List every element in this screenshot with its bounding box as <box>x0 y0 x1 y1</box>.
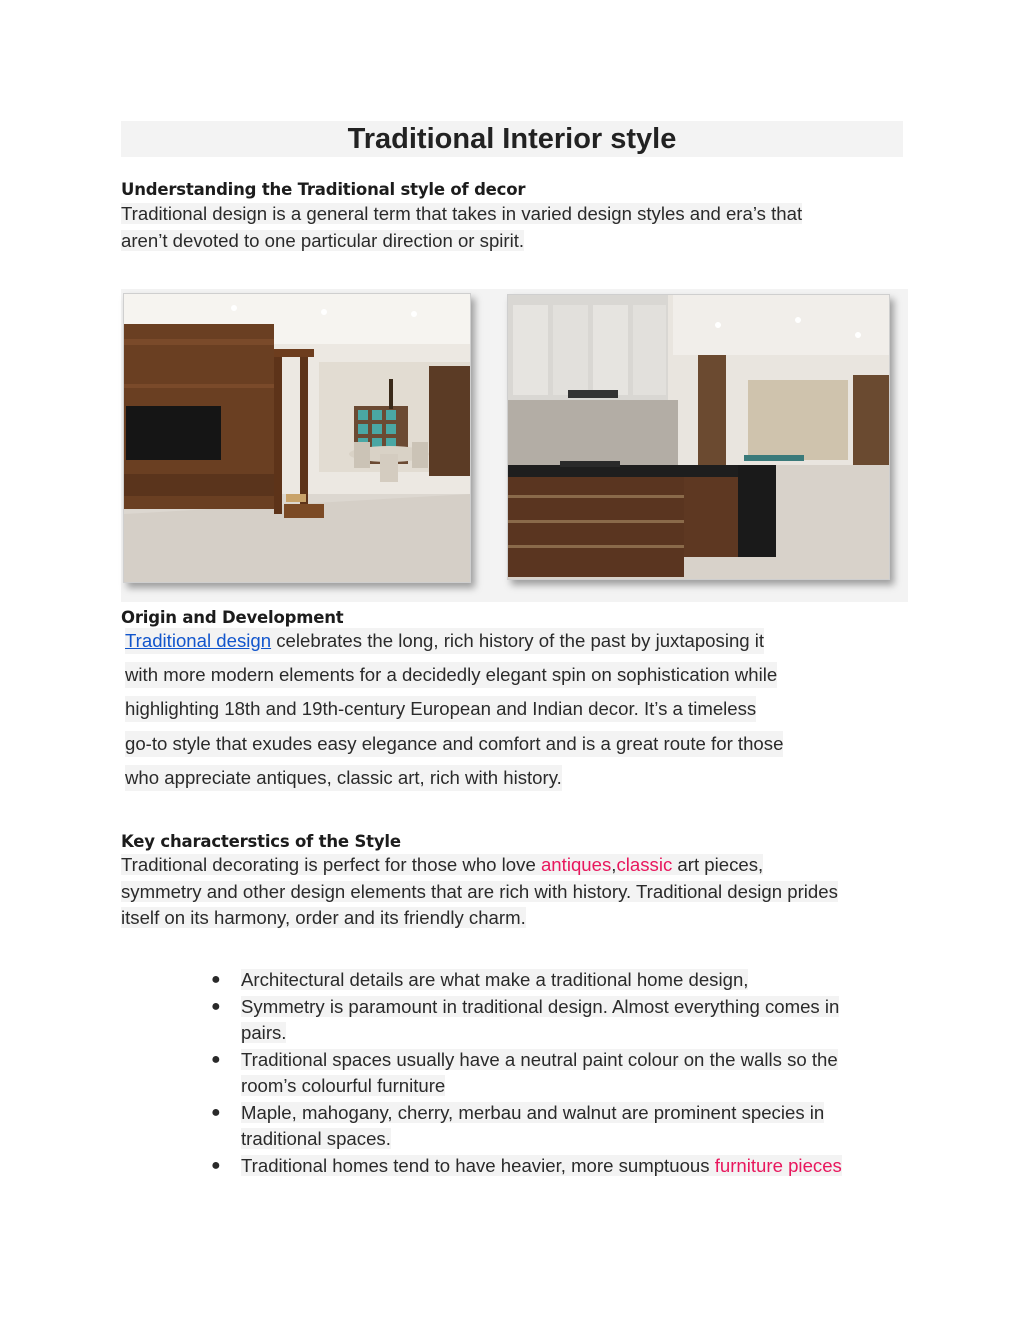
bullet-text: room’s colourful furniture <box>241 1075 446 1096</box>
text-line: aren’t devoted to one particular direction or spirit. <box>121 229 525 251</box>
title-bar <box>121 121 903 157</box>
bullet-icon: ● <box>211 1156 221 1174</box>
bullet-text: traditional spaces. <box>241 1128 391 1149</box>
text-line: symmetry and other design elements that are rich with history. Traditional design prides <box>121 880 838 902</box>
bullet-icon: ● <box>211 1050 221 1068</box>
bullet-text: Symmetry is paramount in traditional design. Almost everything comes in <box>241 995 840 1017</box>
characteristics-list <box>211 967 911 1179</box>
text-line-rest: celebrates the long, rich history of the past by juxtaposing it <box>271 630 765 651</box>
living-room-photo <box>123 293 471 583</box>
section-heading-origin: Origin and Development <box>121 608 344 627</box>
bullet-text: Architectural details are what make a traditional home design, <box>241 969 749 990</box>
page-title: Traditional Interior style <box>347 123 677 155</box>
text-line <box>125 628 764 654</box>
photo-strip <box>121 289 908 602</box>
text-fragment: art pieces, <box>677 854 764 875</box>
bullet-text: pairs. <box>241 1022 287 1043</box>
text-fragment: Traditional decorating is perfect for those who love <box>121 854 541 875</box>
living-room-image <box>124 294 470 582</box>
bullet-text: Traditional spaces usually have a neutral paint colour on the walls so the <box>241 1048 838 1070</box>
bullet-text <box>241 1155 842 1176</box>
traditional-design-link[interactable]: Traditional design <box>125 630 272 651</box>
bullet-icon: ● <box>211 971 221 988</box>
bullet-text: Maple, mahogany, cherry, merbau and walnut are prominent species in <box>241 1101 825 1123</box>
text-line: itself on its harmony, order and its friendly charm. <box>121 907 526 928</box>
text-line: who appreciate antiques, classic art, rich with history. <box>125 765 562 791</box>
classic-link[interactable]: classic <box>616 854 678 875</box>
kitchen-photo <box>507 294 890 580</box>
section-heading-understanding: Understanding the Traditional style of decor <box>121 180 526 199</box>
section-key-characteristics-body <box>121 852 838 932</box>
text-line: go-to style that exudes easy elegance and comfort and is a great route for those <box>125 731 783 757</box>
text-line: Traditional design is a general term that takes in varied design styles and era’s that <box>121 203 803 224</box>
bullet-icon: ● <box>211 1103 221 1121</box>
list-item <box>211 1100 911 1153</box>
text-line: highlighting 18th and 19th-century European and Indian decor. It’s a timeless <box>125 696 756 722</box>
list-item <box>211 967 911 994</box>
section-heading-key-characteristics: Key characterstics of the Style <box>121 832 401 851</box>
text-line <box>121 854 763 875</box>
section-understanding-body <box>121 201 802 254</box>
text-fragment: Traditional homes tend to have heavier, more sumptuous <box>241 1154 715 1176</box>
kitchen-image <box>508 295 889 579</box>
comma: , <box>611 854 617 875</box>
list-item <box>211 1047 911 1100</box>
list-item <box>211 994 911 1047</box>
furniture-pieces-link[interactable]: furniture pieces <box>714 1154 842 1176</box>
list-item <box>211 1153 911 1180</box>
bullet-icon: ● <box>211 997 221 1015</box>
antiques-link[interactable]: antiques <box>540 854 612 875</box>
text-line: with more modern elements for a decidedly elegant spin on sophistication while <box>125 662 777 688</box>
